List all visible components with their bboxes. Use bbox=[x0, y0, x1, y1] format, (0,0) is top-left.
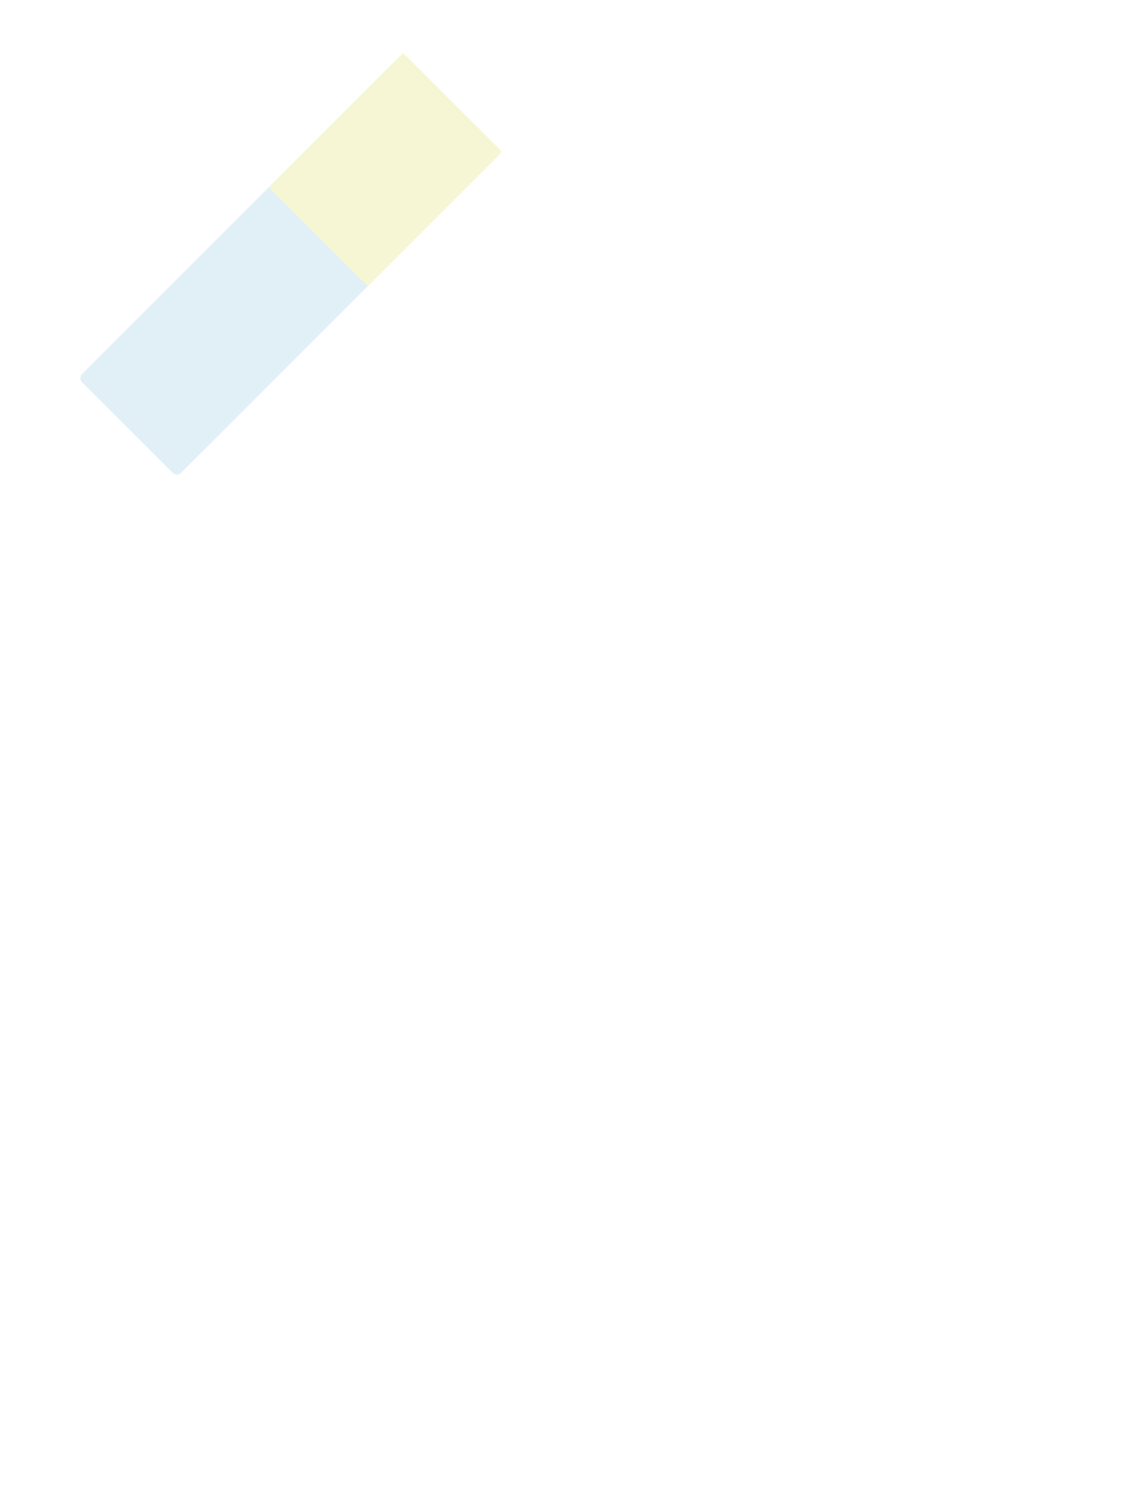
watermark-band bbox=[78, 53, 502, 477]
skuola-watermark-logo bbox=[60, 30, 520, 500]
document-body bbox=[170, 134, 980, 182]
